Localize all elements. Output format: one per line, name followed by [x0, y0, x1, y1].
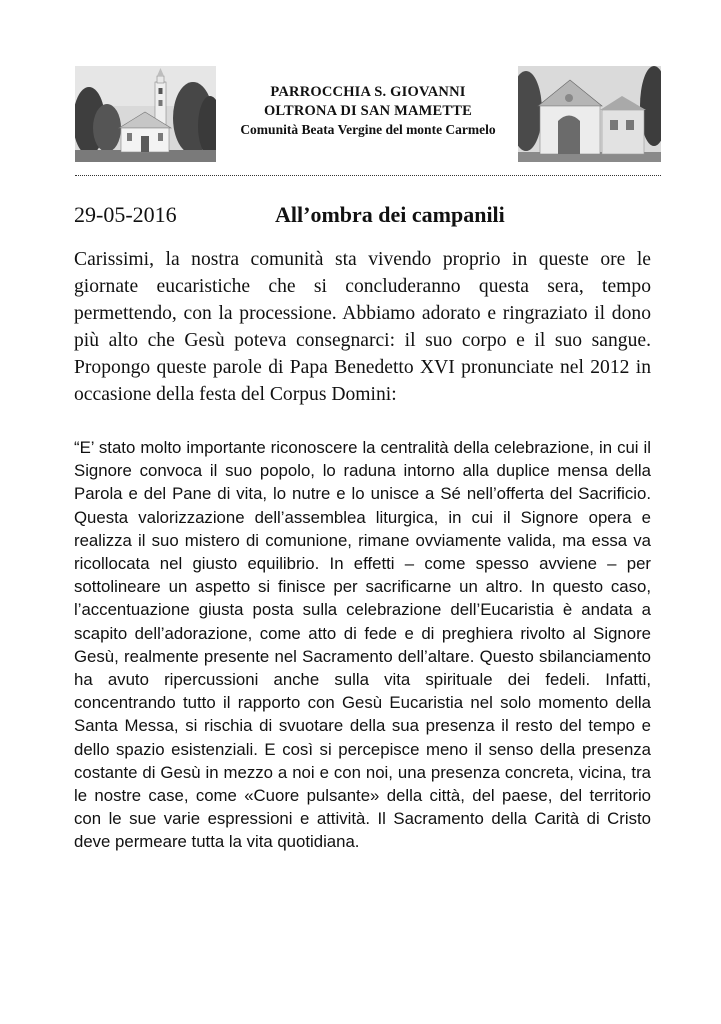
parish-heading	[225, 83, 511, 139]
header-divider	[75, 175, 661, 176]
church-bell-tower-photo	[75, 66, 216, 162]
parish-name: PARROCCHIA S. GIOVANNI	[270, 84, 466, 100]
bulletin-title: All’ombra dei campanili	[275, 202, 505, 227]
intro-paragraph: Carissimi, la nostra comunità sta vivendo proprio in queste ore le giornate eucaristiche che si concluderanno questa sera, tempo permettendo, con la processione. Abbiamo adorato e ringraziato il dono più alto che Gesù poteva consegnarci: il suo corpo e il suo sangue. Propongo queste parole di Papa Benedetto XVI pronunciate nel 2012 in occasione della festa del Corpus Domini:	[74, 249, 651, 405]
parish-town: OLTRONA DI SAN MAMETTE	[263, 103, 473, 119]
chapel-photo	[518, 66, 661, 162]
header	[75, 66, 661, 162]
parish-community: Comunità Beata Vergine del monte Carmelo	[240, 122, 496, 137]
quote-paragraph: “E’ stato molto importante riconoscere la centralità della celebrazione, in cui il Signore convoca il suo popolo, lo raduna intorno alla duplice mensa della Parola e del Pane di vita, lo nutre e lo unisce a Sé nell’offerta del Sacrificio. Questa valorizzazione dell’assemblea liturgica, in cui il Signore opera e realizza il suo mistero di comunione, rimane ovviamente valida, ma essa va ricollocata nel giusto equilibrio. In effetti – come spesso avviene – per sottolineare un aspetto si finisce per sacrificarne un altro. In questo caso, l’accentuazione giusta posta sulla celebrazione dell’Eucaristia è andata a scapito dell’adorazione, come atto di fede e di preghiera rivolto al Signore Gesù, realmente presente nel Sacramento dell’altare. Questo sbilanciamento ha avuto ripercussioni anche sulla vita spirituale dei fedeli. Infatti, concentrando tutto il rapporto con Gesù Eucaristia nel solo momento della Santa Messa, si rischia di svuotare della sua presenza il resto del tempo e dello spazio esistenziali. E così si percepisce meno il senso della presenza costante di Gesù in mezzo a noi e con noi, una presenza concreta, vicina, tra le nostre case, come «Cuore pulsante» della città, del paese, del territorio con le sue varie espressioni e attività. Il Sacramento della Carità di Cristo deve permeare tutta la vita quotidiana.	[74, 438, 651, 852]
bulletin-date: 29-05-2016	[74, 202, 177, 227]
